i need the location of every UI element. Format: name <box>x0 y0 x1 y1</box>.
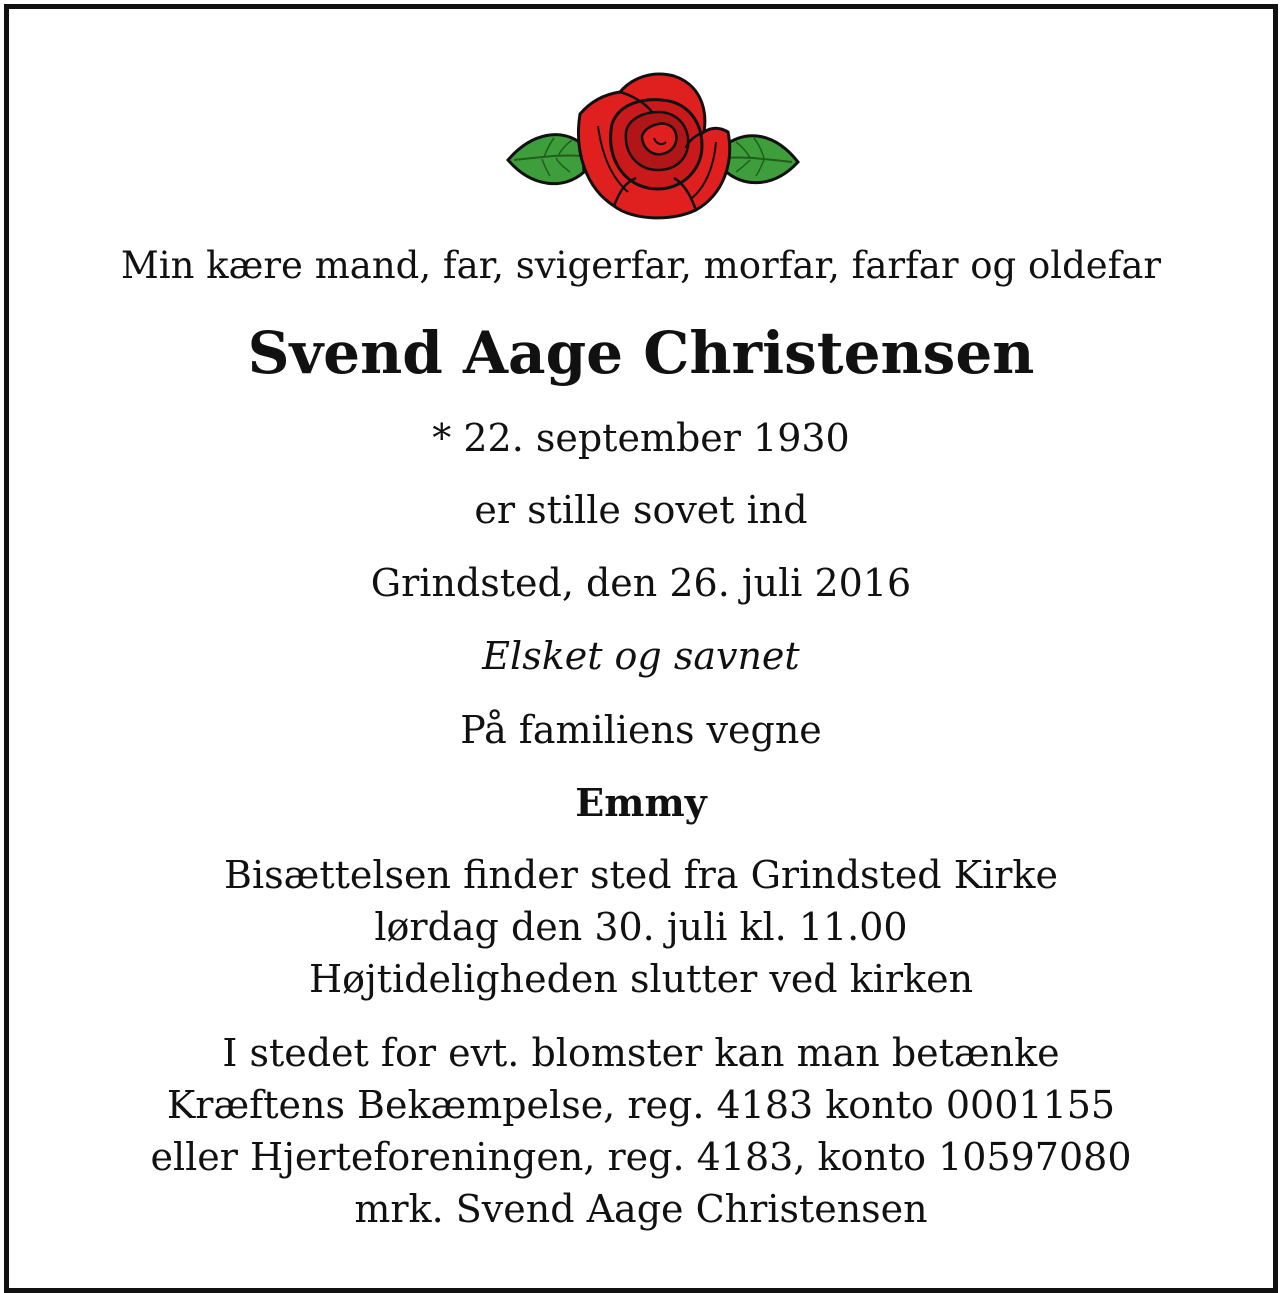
funeral-line: Højtideligheden slutter ved kirken <box>308 957 974 1001</box>
donation-details <box>9 1027 1273 1235</box>
birth-date: * 22. september 1930 <box>432 416 850 460</box>
on-behalf-line: På familiens vegne <box>460 708 822 752</box>
donation-line: I stedet for evt. blomster kan man betænke <box>222 1031 1060 1075</box>
notice-frame <box>4 4 1278 1293</box>
funeral-line: lørdag den 30. juli kl. 11.00 <box>374 905 908 949</box>
signer-name: Emmy <box>575 780 707 825</box>
passing-statement: er stille sovet ind <box>474 488 808 532</box>
place-and-date: Grindsted, den 26. juli 2016 <box>370 561 912 605</box>
donation-line: Kræftens Bekæmpelse, reg. 4183 konto 0001155 <box>166 1083 1116 1127</box>
funeral-line: Bisættelsen finder sted fra Grindsted Kirke <box>224 853 1058 897</box>
donation-line: mrk. Svend Aage Christensen <box>354 1187 928 1231</box>
intro-line: Min kære mand, far, svigerfar, morfar, farfar og oldefar <box>120 244 1162 287</box>
farewell-phrase: Elsket og savnet <box>482 634 800 678</box>
donation-line: eller Hjerteforeningen, reg. 4183, konto 10597080 <box>150 1135 1132 1179</box>
rose-icon <box>502 66 802 226</box>
deceased-name: Svend Aage Christensen <box>247 319 1035 387</box>
funeral-details <box>9 849 1273 1005</box>
